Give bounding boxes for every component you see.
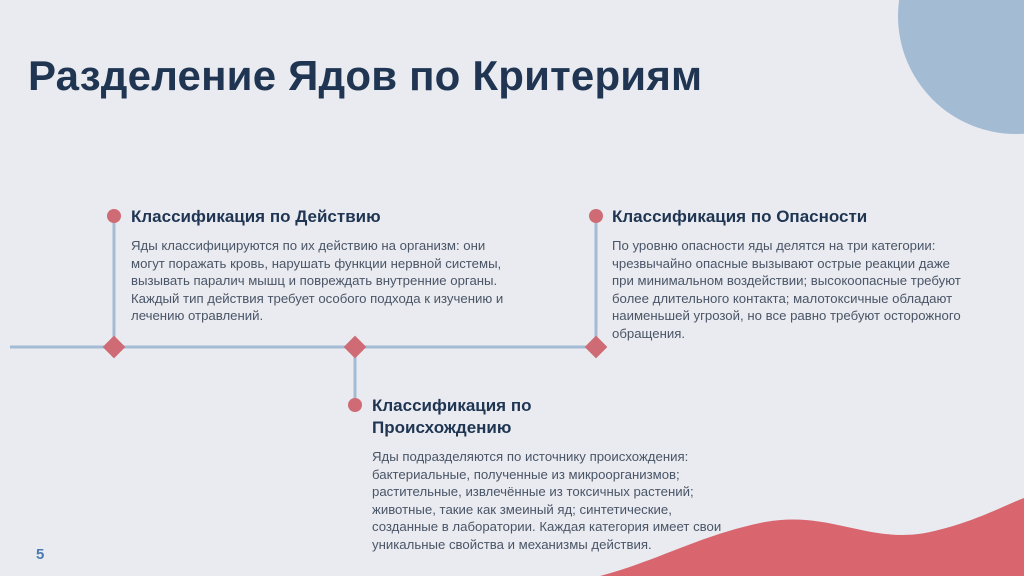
item-classification-action [131, 206, 506, 325]
item-text: Яды классифицируются по их действию на организм: они могут поражать кровь, нарушать функции нервной системы, вызывать паралич мышц и повреждать внутренние органы. Каждый тип действия требует особого подхода к изучению и лечению отравлений. [131, 238, 504, 324]
item-classification-origin [372, 395, 734, 554]
bullet-origin [348, 398, 362, 412]
timeline-node-origin [344, 336, 367, 359]
timeline-node-danger [585, 336, 608, 359]
page-number: 5 [36, 546, 45, 563]
item-title: Классификация по Происхождению [372, 396, 532, 437]
bullet-danger [589, 209, 603, 223]
item-text: Яды подразделяются по источнику происхождения: бактериальные, полученные из микроорганизмов; растительные, извлечённые из токсичных растений; животные, такие как змеиный яд; синтетические, созданные в лаборатории. Каждая категория имеет свои уникальные свойства и механизмы действия. [372, 449, 722, 552]
item-text: По уровню опасности яды делятся на три категории: чрезвычайно опасные вызывают острые реакции даже при минимальном воздействии; высокоопасные требуют более длительного контакта; малотоксичные обладают наименьшей угрозой, но все равно требуют осторожного обращения. [612, 238, 961, 341]
item-title: Классификация по Действию [131, 207, 381, 226]
timeline-node-action [103, 336, 126, 359]
slide-title: Разделение Ядов по Критериям [28, 52, 703, 99]
item-title: Классификация по Опасности [612, 207, 868, 226]
item-classification-danger [612, 206, 962, 343]
bullet-action [107, 209, 121, 223]
